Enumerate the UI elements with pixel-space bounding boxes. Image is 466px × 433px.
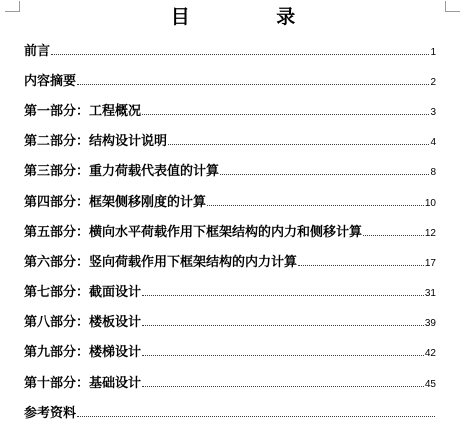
toc-page-number: 12 xyxy=(424,227,436,239)
toc-entry-references[interactable] xyxy=(24,396,436,426)
toc-entry-label: 内容摘要 xyxy=(24,73,77,89)
toc-entry-part-4[interactable] xyxy=(24,185,436,215)
toc-page-number: 8 xyxy=(430,167,436,179)
toc-page-number: 2 xyxy=(430,76,436,88)
toc-entry-part-10[interactable] xyxy=(24,366,436,396)
toc-dot-leader xyxy=(77,416,435,417)
toc-entry-label: 第六部分：竖向荷载作用下框架结构的内力计算 xyxy=(24,254,298,270)
toc-entry-part-9[interactable] xyxy=(24,336,436,366)
toc-entry-label: 第七部分：截面设计 xyxy=(24,285,142,301)
toc-dot-leader xyxy=(51,54,429,55)
toc-entry-label: 前言 xyxy=(24,43,51,59)
toc-entry-label: 参考资料 xyxy=(24,405,77,421)
toc-entry-preface[interactable] xyxy=(24,34,436,64)
toc-page-number: 39 xyxy=(424,318,436,330)
toc-entry-label: 第四部分：框架侧移刚度的计算 xyxy=(24,194,207,210)
toc-entry-label: 第五部分：横向水平荷载作用下框架结构的内力和侧移计算 xyxy=(24,224,363,240)
toc-entry-label: 第一部分：工程概况 xyxy=(24,103,142,119)
toc-entry-label: 第九部分：楼梯设计 xyxy=(24,345,142,361)
toc-title: 目 录 xyxy=(170,6,336,28)
toc-entry-label: 第二部分：结构设计说明 xyxy=(24,134,168,150)
toc-page-number: 4 xyxy=(430,137,436,149)
toc-page-number: 1 xyxy=(430,46,436,58)
toc-entry-part-2[interactable] xyxy=(24,125,436,155)
toc-dot-leader xyxy=(220,174,429,175)
toc-dot-leader xyxy=(298,265,424,266)
toc-page-number: 31 xyxy=(424,288,436,300)
toc-dot-leader xyxy=(207,205,424,206)
toc-page-number: 10 xyxy=(424,197,436,209)
toc-entry-part-1[interactable] xyxy=(24,94,436,124)
toc-dot-leader xyxy=(168,144,429,145)
toc-entry-abstract[interactable] xyxy=(24,64,436,94)
toc-entry-part-5[interactable] xyxy=(24,215,436,245)
toc-list xyxy=(24,34,436,426)
toc-entry-part-8[interactable] xyxy=(24,306,436,336)
toc-dot-leader xyxy=(142,386,424,387)
toc-entry-part-3[interactable] xyxy=(24,155,436,185)
toc-dot-leader xyxy=(363,235,424,236)
toc-page-number: 42 xyxy=(424,348,436,360)
toc-dot-leader xyxy=(77,84,429,85)
toc-dot-leader xyxy=(142,355,424,356)
toc-page-number: 3 xyxy=(430,106,436,118)
toc-dot-leader xyxy=(142,114,429,115)
toc-entry-label: 第八部分：楼板设计 xyxy=(24,315,142,331)
toc-page-number: 17 xyxy=(424,257,436,269)
toc-entry-label: 第三部分：重力荷载代表值的计算 xyxy=(24,164,220,180)
toc-dot-leader xyxy=(142,295,424,296)
toc-entry-part-7[interactable] xyxy=(24,276,436,306)
toc-entry-part-6[interactable] xyxy=(24,245,436,275)
toc-dot-leader xyxy=(142,325,424,326)
toc-page-number: 45 xyxy=(424,378,436,390)
toc-entry-label: 第十部分：基础设计 xyxy=(24,375,142,391)
